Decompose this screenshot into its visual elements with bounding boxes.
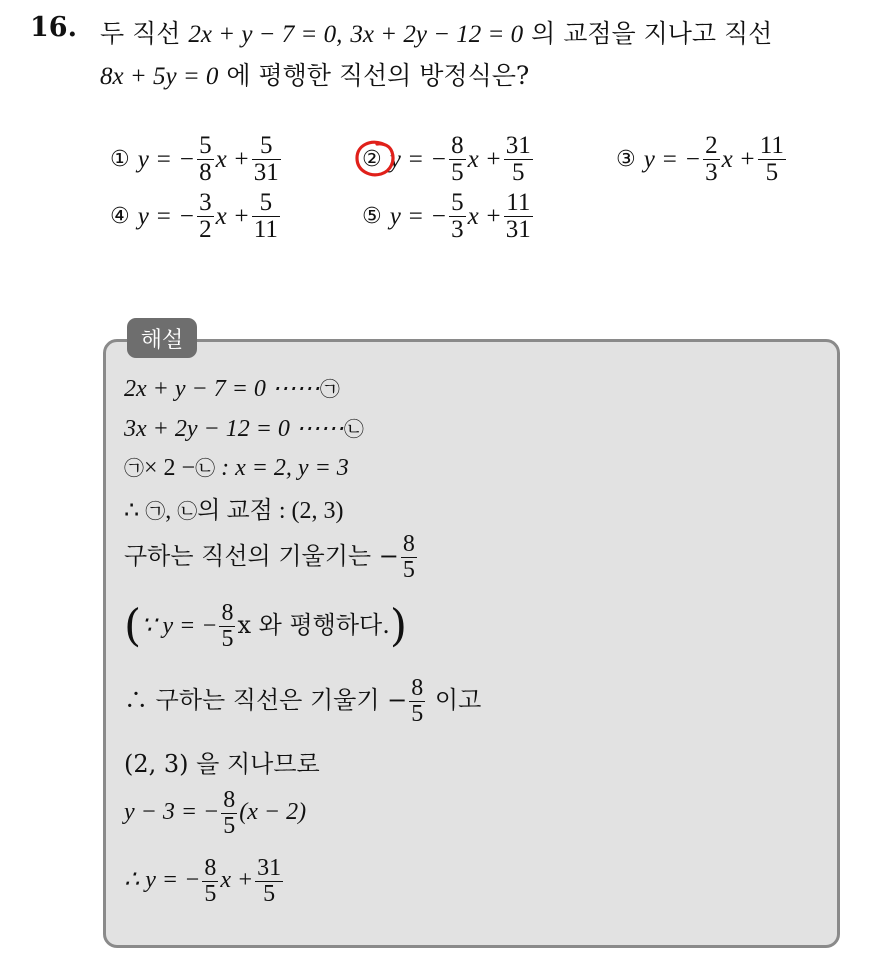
solution-point-slope: y − 3 = − $\frac{8}{5}$ (x − 2) [124,787,307,840]
question-line-1 [100,14,772,50]
solution-eq-b: 3x + 2y − 12 = 0 ⋯⋯㉡ [124,416,364,442]
choice-4[interactable]: ④ y = − $\frac{3}{2}$ x + $\frac{5}{11}$ [110,189,278,244]
solution-step-solve: ㉠× 2 −㉡ : x = 2, y = 3 [124,455,349,481]
solution-because: (∵ y = − $\frac{8}{5}$ x 와 평행하다.) [124,600,407,653]
solution-slope: 구하는 직선의 기울기는 − $\frac{8}{5}$ [124,531,415,584]
reference-line-equation: 8x + 5y = 0 [100,63,219,90]
choice-2[interactable]: ② y = − $\frac{8}{5}$ x + $\frac{31}{5}$ [362,132,531,187]
question-text: 의 교점을 지나고 직선 [531,19,773,48]
question-line-2 [100,56,529,92]
solution-eq-a: 2x + y − 7 = 0 ⋯⋯㉠ [124,376,340,402]
solution-through-point: (2, 3) 을 지나므로 [124,750,320,778]
question-number: 16. [30,12,77,43]
choice-3[interactable]: ③ y = − $\frac{2}{3}$ x + $\frac{11}{5}$ [616,132,784,187]
solution-conclusion: ∴ 구하는 직선은 기울기 − $\frac{8}{5}$ 이고 [124,675,482,728]
choice-5[interactable]: ⑤ y = − $\frac{5}{3}$ x + $\frac{11}{31}$ [362,189,531,244]
question-text: 에 평행한 직선의 방정식은? [226,61,530,90]
solution-tag: 해설 [127,318,197,358]
question-text: 두 직선 [100,19,181,48]
solution-final-answer: ∴ y = − $\frac{8}{5}$ x + $\frac{31}{5}$ [124,855,282,908]
choice-1[interactable]: ① y = − $\frac{5}{8}$ x + $\frac{5}{31}$ [110,132,279,187]
answer-mark-circle [353,139,397,179]
solution-intersection: ∴ ㉠, ㉡의 교점 : (2, 3) [124,498,344,524]
equation-1: 2x + y − 7 = 0, [188,21,343,48]
equation-2: 3x + 2y − 12 = 0 [350,21,524,48]
